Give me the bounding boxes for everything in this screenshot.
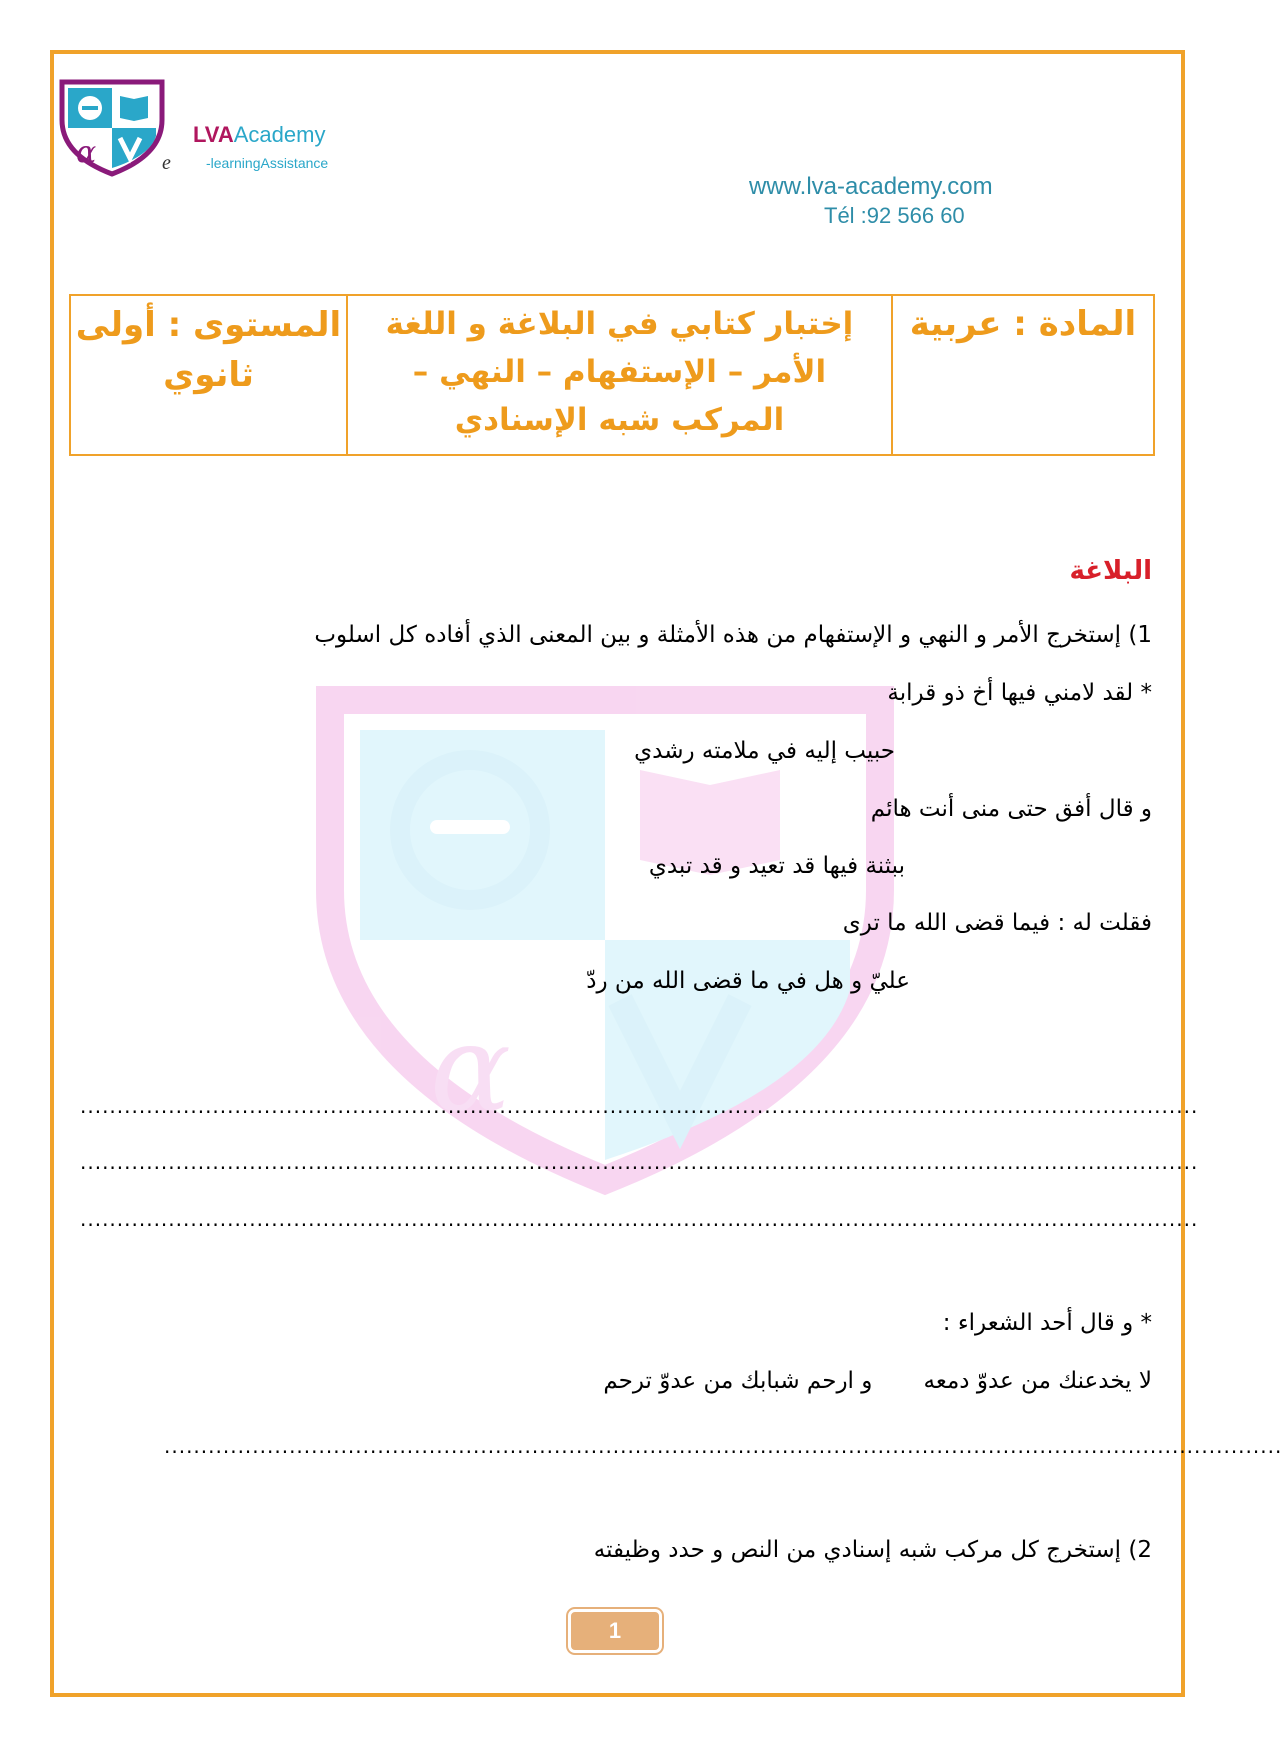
poem-line: * لقد لامني فيها أخ ذو قرابة <box>887 680 1152 706</box>
answer-line[interactable]: ........................................................................................................................................................ <box>80 1150 1199 1174</box>
answer-line[interactable]: ........................................................................................................................................................ <box>164 1434 1282 1458</box>
exam-title-line: الأمر – الإستفهام – النهي – <box>412 354 827 390</box>
exam-title-line: إختبار كتابي في البلاغة و اللغة <box>385 306 854 342</box>
page-number: 1 <box>568 1609 662 1653</box>
poem-line: عليّ و هل في ما قضى الله من ردّ <box>586 968 910 994</box>
poem-line: و قال أفق حتى منى أنت هائم <box>870 796 1152 822</box>
poem-line: حبيب إليه في ملامته رشدي <box>634 738 895 764</box>
subject-label: المادة : عربية <box>909 304 1137 344</box>
subject-cell <box>891 296 1153 454</box>
question-2: 2) إستخرج كل مركب شبه إسنادي من النص و حدد وظيفته <box>593 1537 1152 1563</box>
brand-name-bold: LVA <box>193 122 234 147</box>
level-line: ثانوي <box>163 355 254 395</box>
brand-name-rest: Academy <box>233 122 326 147</box>
question-1: 1) إستخرج الأمر و النهي و الإستفهام من هذه الأمثلة و بين المعنى الذي أفاده كل اسلوب <box>314 622 1152 648</box>
brand-name <box>193 122 325 148</box>
section-title: البلاغة <box>1069 556 1152 586</box>
svg-text:α: α <box>430 1000 512 1139</box>
poem-line: ببثنة فيها قد تعيد و قد تبدي <box>648 853 905 879</box>
exam-title-cell <box>346 296 891 454</box>
phone-number: Tél :92 566 60 <box>824 203 965 228</box>
brand-subtitle: -learningAssistance <box>206 155 329 171</box>
brand-prefix: e <box>162 152 171 174</box>
answer-line[interactable]: ........................................................................................................................................................ <box>80 1207 1199 1231</box>
level-cell <box>71 296 346 454</box>
svg-text:α: α <box>76 135 97 170</box>
exam-title-line: المركب شبه الإسنادي <box>454 402 785 438</box>
level-line: المستوى : أولى <box>75 305 342 345</box>
answer-line[interactable]: ........................................................................................................................................................ <box>80 1094 1199 1118</box>
poem-verse: لا يخدعنك من عدوّ دمعه و ارحم شبابك من عدوّ ترحم <box>603 1368 1152 1394</box>
shield-logo-icon <box>58 80 166 176</box>
poem-line: فقلت له : فيما قضى الله ما ترى <box>842 910 1152 936</box>
website-link[interactable]: www.lva-academy.com <box>749 173 993 200</box>
header-table <box>69 294 1155 456</box>
poet-intro: * و قال أحد الشعراء : <box>942 1310 1152 1336</box>
